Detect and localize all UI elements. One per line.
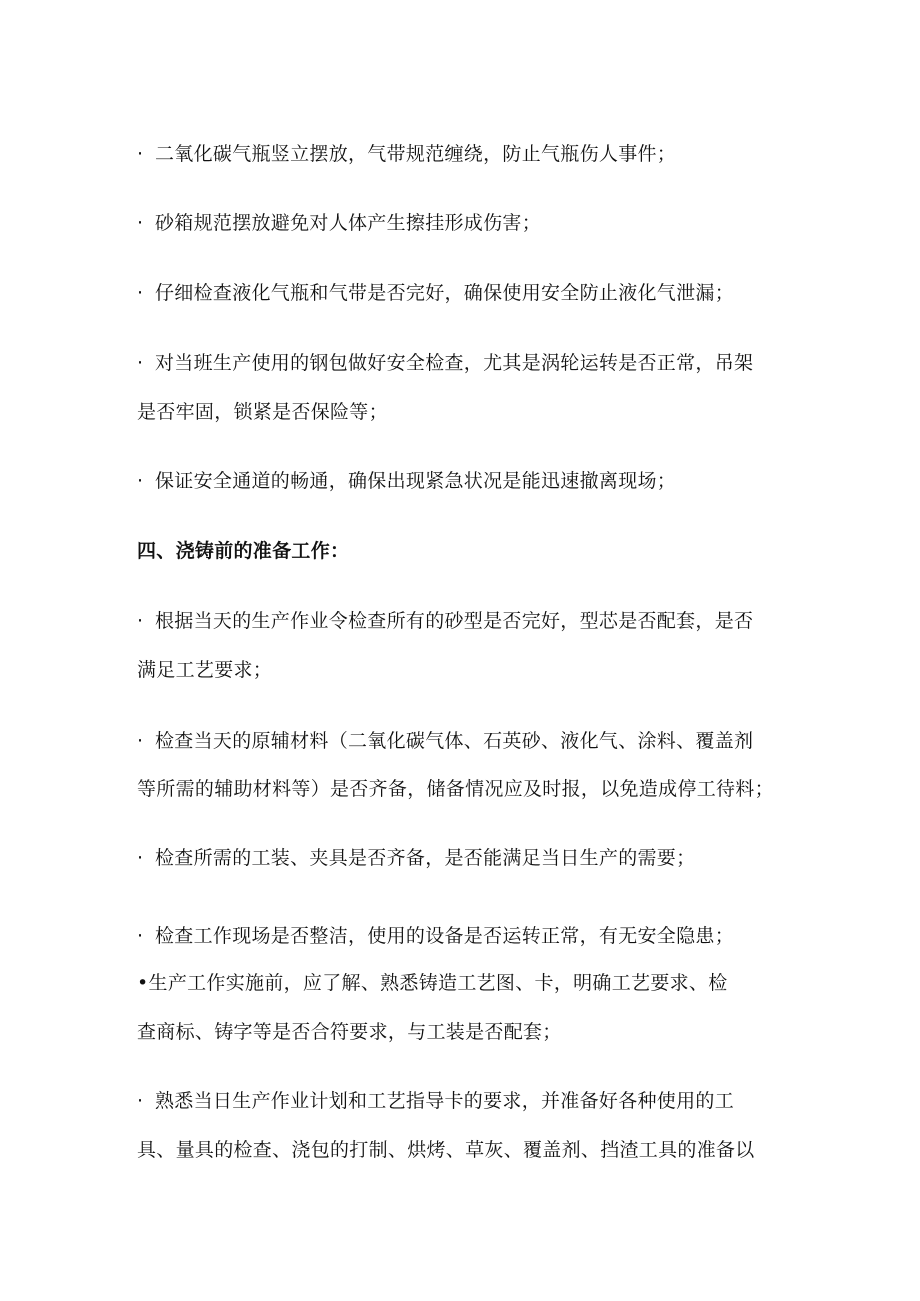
list-item-continuation bbox=[137, 1020, 562, 1044]
list-item bbox=[137, 281, 734, 305]
list-item bbox=[137, 609, 753, 633]
list-item bbox=[137, 1089, 734, 1113]
bullet-marker: · bbox=[137, 610, 144, 632]
section-heading: 四、浇铸前的准备工作： bbox=[137, 540, 350, 562]
list-item-text: 砂箱规范摆放避免对人体产生擦挂形成伤害； bbox=[155, 212, 542, 234]
list-item-text: 二氧化碳气瓶竖立摆放，气带规范缠绕，防止气瓶伤人事件； bbox=[155, 143, 677, 165]
bullet-marker: · bbox=[137, 925, 144, 947]
list-item-text: 检查当天的原辅材料（二氧化碳气体、石英砂、液化气、涂料、覆盖剂 bbox=[155, 730, 754, 752]
bullet-marker: · bbox=[137, 282, 144, 304]
bullet-marker: · bbox=[137, 352, 144, 374]
list-item-continuation bbox=[137, 777, 774, 801]
list-item-continuation bbox=[137, 658, 272, 682]
list-item bbox=[137, 729, 753, 753]
list-item-text: 根据当天的生产作业令检查所有的砂型是否完好，型芯是否配套，是否 bbox=[155, 610, 754, 632]
list-item-text: 生产工作实施前，应了解、熟悉铸造工艺图、卡，明确工艺要求、检 bbox=[148, 972, 728, 994]
bullet-marker: · bbox=[137, 212, 144, 234]
list-item-text: 具、量具的检查、浇包的打制、烘烤、草灰、覆盖剂、挡渣工具的准备以 bbox=[137, 1139, 755, 1161]
bullet-marker: · bbox=[137, 847, 144, 869]
list-item bbox=[137, 971, 728, 995]
list-item-text: 保证安全通道的畅通，确保出现紧急状况是能迅速撤离现场； bbox=[155, 470, 677, 492]
list-item-text: 等所需的辅助材料等）是否齐备，储备情况应及时报，以免造成停工待料； bbox=[137, 778, 774, 800]
list-item bbox=[137, 924, 734, 948]
bullet-marker: · bbox=[137, 470, 144, 492]
list-item bbox=[137, 846, 695, 870]
list-item-continuation bbox=[137, 1138, 755, 1162]
list-item-text: 仔细检查液化气瓶和气带是否完好，确保使用安全防止液化气泄漏； bbox=[155, 282, 735, 304]
bullet-marker: • bbox=[137, 972, 149, 994]
list-item-continuation bbox=[137, 400, 388, 424]
bullet-marker: · bbox=[137, 143, 144, 165]
bullet-marker: · bbox=[137, 730, 144, 752]
list-item bbox=[137, 351, 753, 375]
list-item-text: 熟悉当日生产作业计划和工艺指导卡的要求，并准备好各种使用的工 bbox=[155, 1090, 735, 1112]
list-item-text: 是否牢固，锁紧是否保险等； bbox=[137, 401, 388, 423]
list-item-text: 满足工艺要求； bbox=[137, 659, 273, 681]
list-item bbox=[137, 142, 676, 166]
list-item-text: 对当班生产使用的钢包做好安全检查，尤其是涡轮运转是否正常，吊架 bbox=[155, 352, 754, 374]
list-item bbox=[137, 211, 541, 235]
bullet-marker: · bbox=[137, 1090, 144, 1112]
list-item bbox=[137, 469, 676, 493]
list-item-text: 查商标、铸字等是否合符要求，与工装是否配套； bbox=[137, 1021, 562, 1043]
list-item-text: 检查工作现场是否整洁，使用的设备是否运转正常，有无安全隐患； bbox=[155, 925, 735, 947]
list-item-text: 检查所需的工装、夹具是否齐备，是否能满足当日生产的需要； bbox=[155, 847, 696, 869]
